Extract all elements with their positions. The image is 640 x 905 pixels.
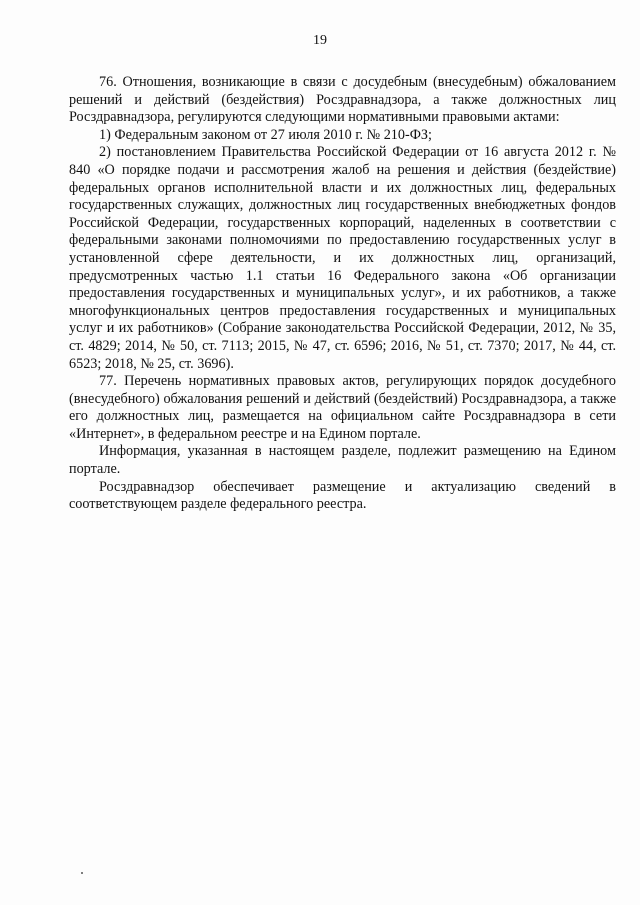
page-number: 19 [313,33,327,48]
paragraph-76: 76. Отношения, возникающие в связи с досудебным (внесудебным) обжалованием решений и действий (бездействия) Росздравнадзора, а также должностных лиц Росздравнадзора, регулируются следующими нормативными правовыми актами: [69,74,616,126]
paragraph-item-2: 2) постановлением Правительства Российской Федерации от 16 августа 2012 г. № 840 «О порядке подачи и рассмотрения жалоб на решения и действия (бездействие) федеральных органов исполнительной власти и их должностных лиц, федеральных государственных служащих, должностных лиц государственных внебюджетных фондов Российской Федерации, государственных корпораций, наделенных в соответствии с федеральными законами полномочиями по предоставлению государственных услуг в установленной сфере деятельности, и их должностных лиц, организаций, предусмотренных частью 1.1 статьи 16 Федерального закона «Об организации предоставления государственных и муниципальных услуг», и их работников, а также многофункциональных центров предоставления государственных и муниципальных услуг и их работников» (Собрание законодательства Российской Федерации, 2012, № 35, ст. 4829; 2014, № 50, ст. 7113; 2015, № 47, ст. 6596; 2016, № 51, ст. 7370; 2017, № 44, ст. 6523; 2018, № 25, ст. 3696). [69,144,616,372]
document-body [69,74,616,514]
scan-dot [81,872,83,874]
paragraph-information: Информация, указанная в настоящем разделе, подлежит размещению на Едином портале. [69,443,616,478]
paragraph-77: 77. Перечень нормативных правовых актов, регулирующих порядок досудебного (внесудебного) обжалования решений и действий (бездействий) Росздравнадзора, а также его должностных лиц, размещается на официальном сайте Росздравнадзора в сети «Интернет», в федеральном реестре и на Едином портале. [69,373,616,442]
paragraph-item-1: 1) Федеральным законом от 27 июля 2010 г. № 210-ФЗ; [99,126,432,143]
paragraph-registry: Росздравнадзор обеспечивает размещение и актуализацию сведений в соответствующем разделе федерального реестра. [69,478,616,513]
